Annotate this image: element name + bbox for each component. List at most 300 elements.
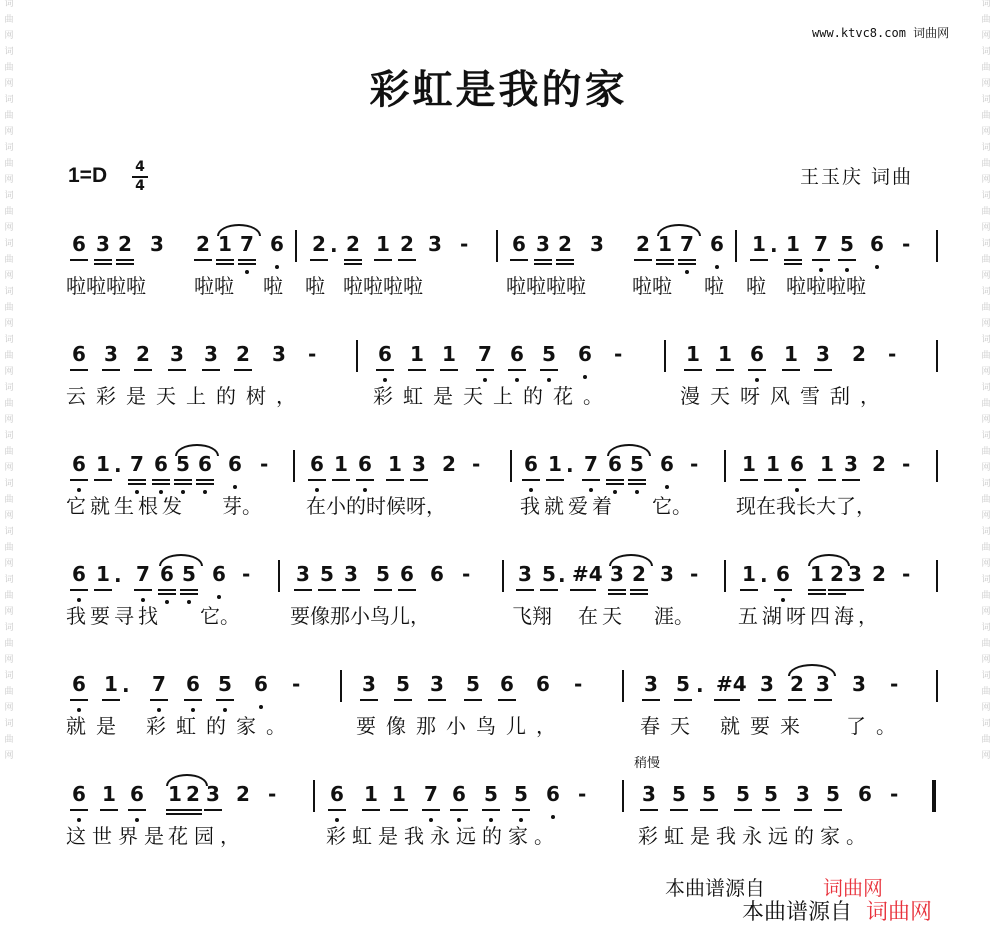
augmentation-dot: · xyxy=(558,568,566,592)
extension-dash: - xyxy=(902,562,911,586)
note xyxy=(104,672,118,696)
extension-dash: - xyxy=(902,452,911,476)
note-digit: 1 xyxy=(168,782,182,806)
watermark-char: 曲 xyxy=(981,63,991,73)
note xyxy=(514,782,528,806)
underline-eighth xyxy=(498,699,516,701)
extension-dash: - xyxy=(690,562,699,586)
note-digit: 7 xyxy=(240,232,254,256)
note xyxy=(72,452,86,476)
underline-eighth xyxy=(194,259,212,261)
underline-eighth xyxy=(828,589,846,591)
source-label: 本曲谱源自 xyxy=(742,900,853,925)
time-signature xyxy=(132,160,148,194)
extension-dash: - xyxy=(578,782,587,806)
note xyxy=(376,562,390,586)
note-digit: 3 xyxy=(590,232,604,256)
note xyxy=(518,562,532,586)
watermark-char: 曲 xyxy=(4,303,14,313)
watermark-char: 网 xyxy=(4,127,14,137)
note xyxy=(642,782,656,806)
score-line xyxy=(0,776,997,846)
note xyxy=(228,452,242,476)
note-digit: 6 xyxy=(186,672,200,696)
note-digit: 3 xyxy=(660,562,674,586)
underline-eighth xyxy=(788,699,806,701)
note xyxy=(72,562,86,586)
underline-eighth xyxy=(628,479,646,481)
note-digit: 3 xyxy=(204,342,218,366)
note-digit: 1 xyxy=(810,562,824,586)
note-digit: 2 xyxy=(872,562,886,586)
lyric: 要像那小鸟儿， xyxy=(356,714,566,738)
underline-eighth xyxy=(634,259,652,261)
watermark-char: 词 xyxy=(4,527,14,537)
note-digit: 3 xyxy=(412,452,426,476)
watermark-char: 曲 xyxy=(981,639,991,649)
watermark-char: 曲 xyxy=(981,303,991,313)
slur xyxy=(175,444,219,456)
watermark-char: 词 xyxy=(981,95,991,105)
watermark-char: 网 xyxy=(4,415,14,425)
underline-eighth xyxy=(180,589,198,591)
underline-eighth xyxy=(762,809,780,811)
note xyxy=(204,342,218,366)
note-digit: 2 xyxy=(830,562,844,586)
watermark-char: 曲 xyxy=(4,543,14,553)
lyrics-row xyxy=(0,490,997,518)
watermark-char: 词 xyxy=(981,671,991,681)
note xyxy=(310,452,324,476)
underline-eighth xyxy=(508,369,526,371)
extension-dash: - xyxy=(268,782,277,806)
underline-sixteenth xyxy=(656,263,674,265)
underline-eighth xyxy=(740,589,758,591)
extension-dash: - xyxy=(292,672,301,696)
note xyxy=(484,782,498,806)
note-digit: 1 xyxy=(718,342,732,366)
augmentation-dot: · xyxy=(566,458,574,482)
extension-dash: - xyxy=(690,452,699,476)
note xyxy=(736,782,750,806)
note-digit: 7 xyxy=(814,232,828,256)
lyrics-row xyxy=(0,380,997,408)
lyric: 它。 xyxy=(200,604,240,628)
underline-eighth xyxy=(814,699,832,701)
underline-eighth xyxy=(196,479,214,481)
underline-eighth xyxy=(808,589,826,591)
underline-eighth xyxy=(184,699,202,701)
underline-eighth xyxy=(70,589,88,591)
note-digit: 6 xyxy=(310,452,324,476)
underline-eighth xyxy=(546,479,564,481)
watermark-char: 词 xyxy=(4,191,14,201)
watermark-char: 曲 xyxy=(981,591,991,601)
note-digit: 6 xyxy=(578,342,592,366)
augmentation-dot: · xyxy=(330,238,338,262)
note xyxy=(790,452,804,476)
slur xyxy=(609,554,653,566)
underline-eighth xyxy=(174,479,192,481)
note xyxy=(410,342,424,366)
website-label[interactable] xyxy=(812,24,949,41)
note-digit: 5 xyxy=(182,562,196,586)
watermark-char: 网 xyxy=(4,319,14,329)
underline-eighth xyxy=(556,259,574,261)
underline-eighth xyxy=(390,809,408,811)
watermark-char: 曲 xyxy=(4,159,14,169)
slur xyxy=(657,224,701,236)
note-digit: 3 xyxy=(816,342,830,366)
underline-eighth xyxy=(684,369,702,371)
note-digit: 5 xyxy=(320,562,334,586)
underline-eighth xyxy=(202,369,220,371)
note-digit: 1 xyxy=(218,232,232,256)
augmentation-dot: · xyxy=(696,678,704,702)
underline-eighth xyxy=(640,809,658,811)
watermark-char: 曲 xyxy=(981,159,991,169)
note xyxy=(852,672,866,696)
watermark-char: 词 xyxy=(4,143,14,153)
barline xyxy=(735,230,737,262)
underline-eighth xyxy=(308,479,326,481)
lyric: 我就爱着 xyxy=(520,494,616,518)
underline-eighth xyxy=(152,479,170,481)
underline-eighth xyxy=(838,259,856,261)
note xyxy=(848,562,862,586)
underline-eighth xyxy=(70,369,88,371)
watermark-char: 曲 xyxy=(4,111,14,121)
note-digit: 6 xyxy=(536,672,550,696)
watermark-char: 曲 xyxy=(981,207,991,217)
note xyxy=(388,452,402,476)
note-digit: 6 xyxy=(858,782,872,806)
note-digit: 6 xyxy=(72,562,86,586)
note-digit: 6 xyxy=(430,562,444,586)
note-digit: 3 xyxy=(150,232,164,256)
note xyxy=(558,232,572,256)
lyric: 了。 xyxy=(846,714,906,738)
underline-eighth xyxy=(70,699,88,701)
barline xyxy=(340,670,342,702)
low-octave-dot xyxy=(551,815,555,819)
watermark-char: 网 xyxy=(981,271,991,281)
note-digit: 5 xyxy=(514,782,528,806)
note-digit: 1 xyxy=(658,232,672,256)
barline xyxy=(313,780,315,812)
underline-eighth xyxy=(510,259,528,261)
note-digit: 1 xyxy=(752,232,766,256)
watermark-char: 词 xyxy=(4,719,14,729)
note-digit: 6 xyxy=(790,452,804,476)
note xyxy=(136,562,150,586)
note-digit: 2 xyxy=(400,232,414,256)
watermark-char: 曲 xyxy=(4,447,14,457)
lyric: 这世界是 xyxy=(66,824,170,848)
song-title: 彩虹是我的家 xyxy=(369,66,628,113)
extension-dash: - xyxy=(902,232,911,256)
note-digit: 6 xyxy=(510,342,524,366)
underline-eighth xyxy=(734,809,752,811)
underline-eighth xyxy=(398,259,416,261)
underline-eighth xyxy=(360,699,378,701)
watermark-char: 网 xyxy=(4,511,14,521)
slur xyxy=(166,774,208,786)
final-barline xyxy=(932,780,936,812)
low-octave-dot xyxy=(875,265,879,269)
underline-eighth xyxy=(70,479,88,481)
note-digit: 6 xyxy=(198,452,212,476)
extension-dash: - xyxy=(614,342,623,366)
notes-row xyxy=(0,666,997,706)
barline xyxy=(496,230,498,262)
score-line xyxy=(0,223,997,298)
note xyxy=(72,342,86,366)
underline-eighth xyxy=(70,259,88,261)
watermark-char: 词 xyxy=(4,335,14,345)
watermark-char: 网 xyxy=(981,127,991,137)
lyrics-row xyxy=(0,710,997,738)
note xyxy=(660,562,674,586)
underline-eighth xyxy=(748,369,766,371)
note-digit: 7 xyxy=(130,452,144,476)
barline xyxy=(278,560,280,592)
underline-eighth xyxy=(158,589,176,591)
underline-eighth xyxy=(842,479,860,481)
note-digit: 5 xyxy=(702,782,716,806)
note xyxy=(346,232,360,256)
note xyxy=(590,232,604,256)
note-digit: 6 xyxy=(72,782,86,806)
underline-sixteenth xyxy=(534,263,552,265)
underline-eighth xyxy=(102,369,120,371)
low-octave-dot xyxy=(233,485,237,489)
underline-eighth xyxy=(812,259,830,261)
watermark-char: 网 xyxy=(4,655,14,665)
watermark-char: 网 xyxy=(4,79,14,89)
underline-sixteenth xyxy=(128,483,146,485)
note-digit: 3 xyxy=(428,232,442,256)
note xyxy=(254,672,268,696)
note-digit: 1 xyxy=(388,452,402,476)
underline-eighth xyxy=(116,259,134,261)
note-digit: 2 xyxy=(346,232,360,256)
website-url[interactable]: www.ktvc8.com xyxy=(812,26,906,40)
note-digit: 3 xyxy=(644,672,658,696)
lyric: 啦 xyxy=(305,274,325,298)
note xyxy=(636,232,650,256)
lyrics-row xyxy=(0,820,997,848)
underline-eighth xyxy=(476,369,494,371)
author-credit: 王玉庆 词曲 xyxy=(800,166,914,188)
underline-eighth xyxy=(204,809,222,811)
note xyxy=(196,232,210,256)
watermark-char: 词 xyxy=(981,0,991,9)
low-octave-dot xyxy=(217,595,221,599)
note-digit: 1 xyxy=(786,232,800,256)
barline xyxy=(936,340,938,372)
watermark-char: 曲 xyxy=(981,15,991,25)
note-digit: #4 xyxy=(716,672,747,696)
lyrics-row xyxy=(0,600,997,628)
note-digit: 5 xyxy=(672,782,686,806)
extension-dash: - xyxy=(890,782,899,806)
notes-row xyxy=(0,776,997,816)
barline xyxy=(724,560,726,592)
watermark-char: 网 xyxy=(4,367,14,377)
extension-dash: - xyxy=(260,452,269,476)
note-digit: 5 xyxy=(630,452,644,476)
watermark-char: 词 xyxy=(981,143,991,153)
lyric: 云彩是天上的树， xyxy=(66,384,306,408)
note xyxy=(840,232,854,256)
watermark-char: 网 xyxy=(981,79,991,89)
note-digit: 6 xyxy=(72,342,86,366)
note xyxy=(376,232,390,256)
note xyxy=(428,232,442,256)
note-digit: 3 xyxy=(96,232,110,256)
watermark-char: 网 xyxy=(4,751,14,761)
extension-dash: - xyxy=(462,562,471,586)
note-digit: 6 xyxy=(870,232,884,256)
note-digit: 3 xyxy=(206,782,220,806)
source-site[interactable]: 词曲网 xyxy=(866,900,933,925)
note-digit: 3 xyxy=(848,562,862,586)
lyric: 漫天呀风雪刮， xyxy=(680,384,890,408)
underline-eighth xyxy=(94,259,112,261)
underline-eighth xyxy=(410,479,428,481)
note-digit: 6 xyxy=(524,452,538,476)
underline-eighth xyxy=(774,589,792,591)
underline-eighth xyxy=(168,369,186,371)
note-digit: 2 xyxy=(442,452,456,476)
barline xyxy=(622,780,624,812)
note-digit: 2 xyxy=(118,232,132,256)
slur xyxy=(788,664,836,676)
lyric: 啦啦啦啦 xyxy=(786,274,866,298)
underline-eighth xyxy=(102,699,120,701)
underline-sixteenth xyxy=(196,483,214,485)
underline-eighth xyxy=(408,369,426,371)
note-digit: 6 xyxy=(160,562,174,586)
note xyxy=(104,342,118,366)
lyric: 彩虹的家。 xyxy=(146,714,296,738)
slur xyxy=(159,554,203,566)
underline-eighth xyxy=(128,809,146,811)
note xyxy=(330,782,344,806)
barline xyxy=(936,670,938,702)
note xyxy=(154,452,168,476)
underline-eighth xyxy=(150,699,168,701)
underline-eighth xyxy=(328,809,346,811)
watermark-char: 词 xyxy=(981,719,991,729)
note-digit: 1 xyxy=(392,782,406,806)
note xyxy=(826,782,840,806)
underline-eighth xyxy=(582,479,600,481)
underline-eighth xyxy=(630,589,648,591)
watermark-char: 网 xyxy=(4,175,14,185)
note xyxy=(430,562,444,586)
note-digit: 1 xyxy=(820,452,834,476)
extension-dash: - xyxy=(888,342,897,366)
watermark-char: 曲 xyxy=(981,351,991,361)
note xyxy=(766,452,780,476)
underline-eighth xyxy=(674,699,692,701)
note xyxy=(760,672,774,696)
note-digit: 6 xyxy=(72,672,86,696)
watermark-char: 网 xyxy=(981,415,991,425)
barline xyxy=(724,450,726,482)
watermark-char: 曲 xyxy=(981,447,991,457)
underline-sixteenth xyxy=(174,483,192,485)
note xyxy=(816,342,830,366)
note xyxy=(820,452,834,476)
low-octave-dot xyxy=(665,485,669,489)
note xyxy=(536,232,550,256)
underline-eighth xyxy=(128,479,146,481)
note xyxy=(102,782,116,806)
note-digit: 6 xyxy=(750,342,764,366)
note-digit: 6 xyxy=(212,562,226,586)
lyric: 花园， xyxy=(168,824,246,848)
note-digit: 6 xyxy=(130,782,144,806)
underline-sixteenth xyxy=(344,263,362,265)
website-name[interactable]: 词曲网 xyxy=(913,26,950,40)
note-digit: 6 xyxy=(512,232,526,256)
underline-eighth xyxy=(516,589,534,591)
watermark-char: 曲 xyxy=(4,735,14,745)
watermark-char: 网 xyxy=(981,559,991,569)
watermark-char: 网 xyxy=(4,223,14,233)
note-digit: 1 xyxy=(96,452,110,476)
note xyxy=(118,232,132,256)
watermark-char: 词 xyxy=(981,47,991,57)
watermark-char: 曲 xyxy=(4,687,14,697)
underline-eighth xyxy=(376,369,394,371)
note xyxy=(312,232,326,256)
underline-eighth xyxy=(362,809,380,811)
underline-eighth xyxy=(356,479,374,481)
watermark-char: 曲 xyxy=(981,543,991,553)
note-digit: 1 xyxy=(742,562,756,586)
note-digit: 1 xyxy=(784,342,798,366)
note xyxy=(218,672,232,696)
note-digit: 7 xyxy=(478,342,492,366)
note-digit: 6 xyxy=(500,672,514,696)
note xyxy=(186,672,200,696)
watermark-char: 词 xyxy=(981,575,991,585)
underline-eighth xyxy=(134,369,152,371)
source-ghost-site: 词曲网 xyxy=(823,876,883,900)
score-line xyxy=(0,556,997,626)
note xyxy=(852,342,866,366)
underline-eighth xyxy=(656,259,674,261)
watermark-char: 曲 xyxy=(4,207,14,217)
note xyxy=(686,342,700,366)
note-digit: #4 xyxy=(572,562,603,586)
note xyxy=(524,452,538,476)
notes-row xyxy=(0,336,997,376)
watermark-char: 词 xyxy=(981,239,991,249)
underline-eighth xyxy=(782,369,800,371)
augmentation-dot: · xyxy=(114,458,122,482)
note-digit: 6 xyxy=(228,452,242,476)
watermark-char: 网 xyxy=(981,223,991,233)
lyrics-row xyxy=(0,270,997,298)
note-digit: 3 xyxy=(362,672,376,696)
note xyxy=(814,232,828,256)
underline-eighth xyxy=(606,479,624,481)
